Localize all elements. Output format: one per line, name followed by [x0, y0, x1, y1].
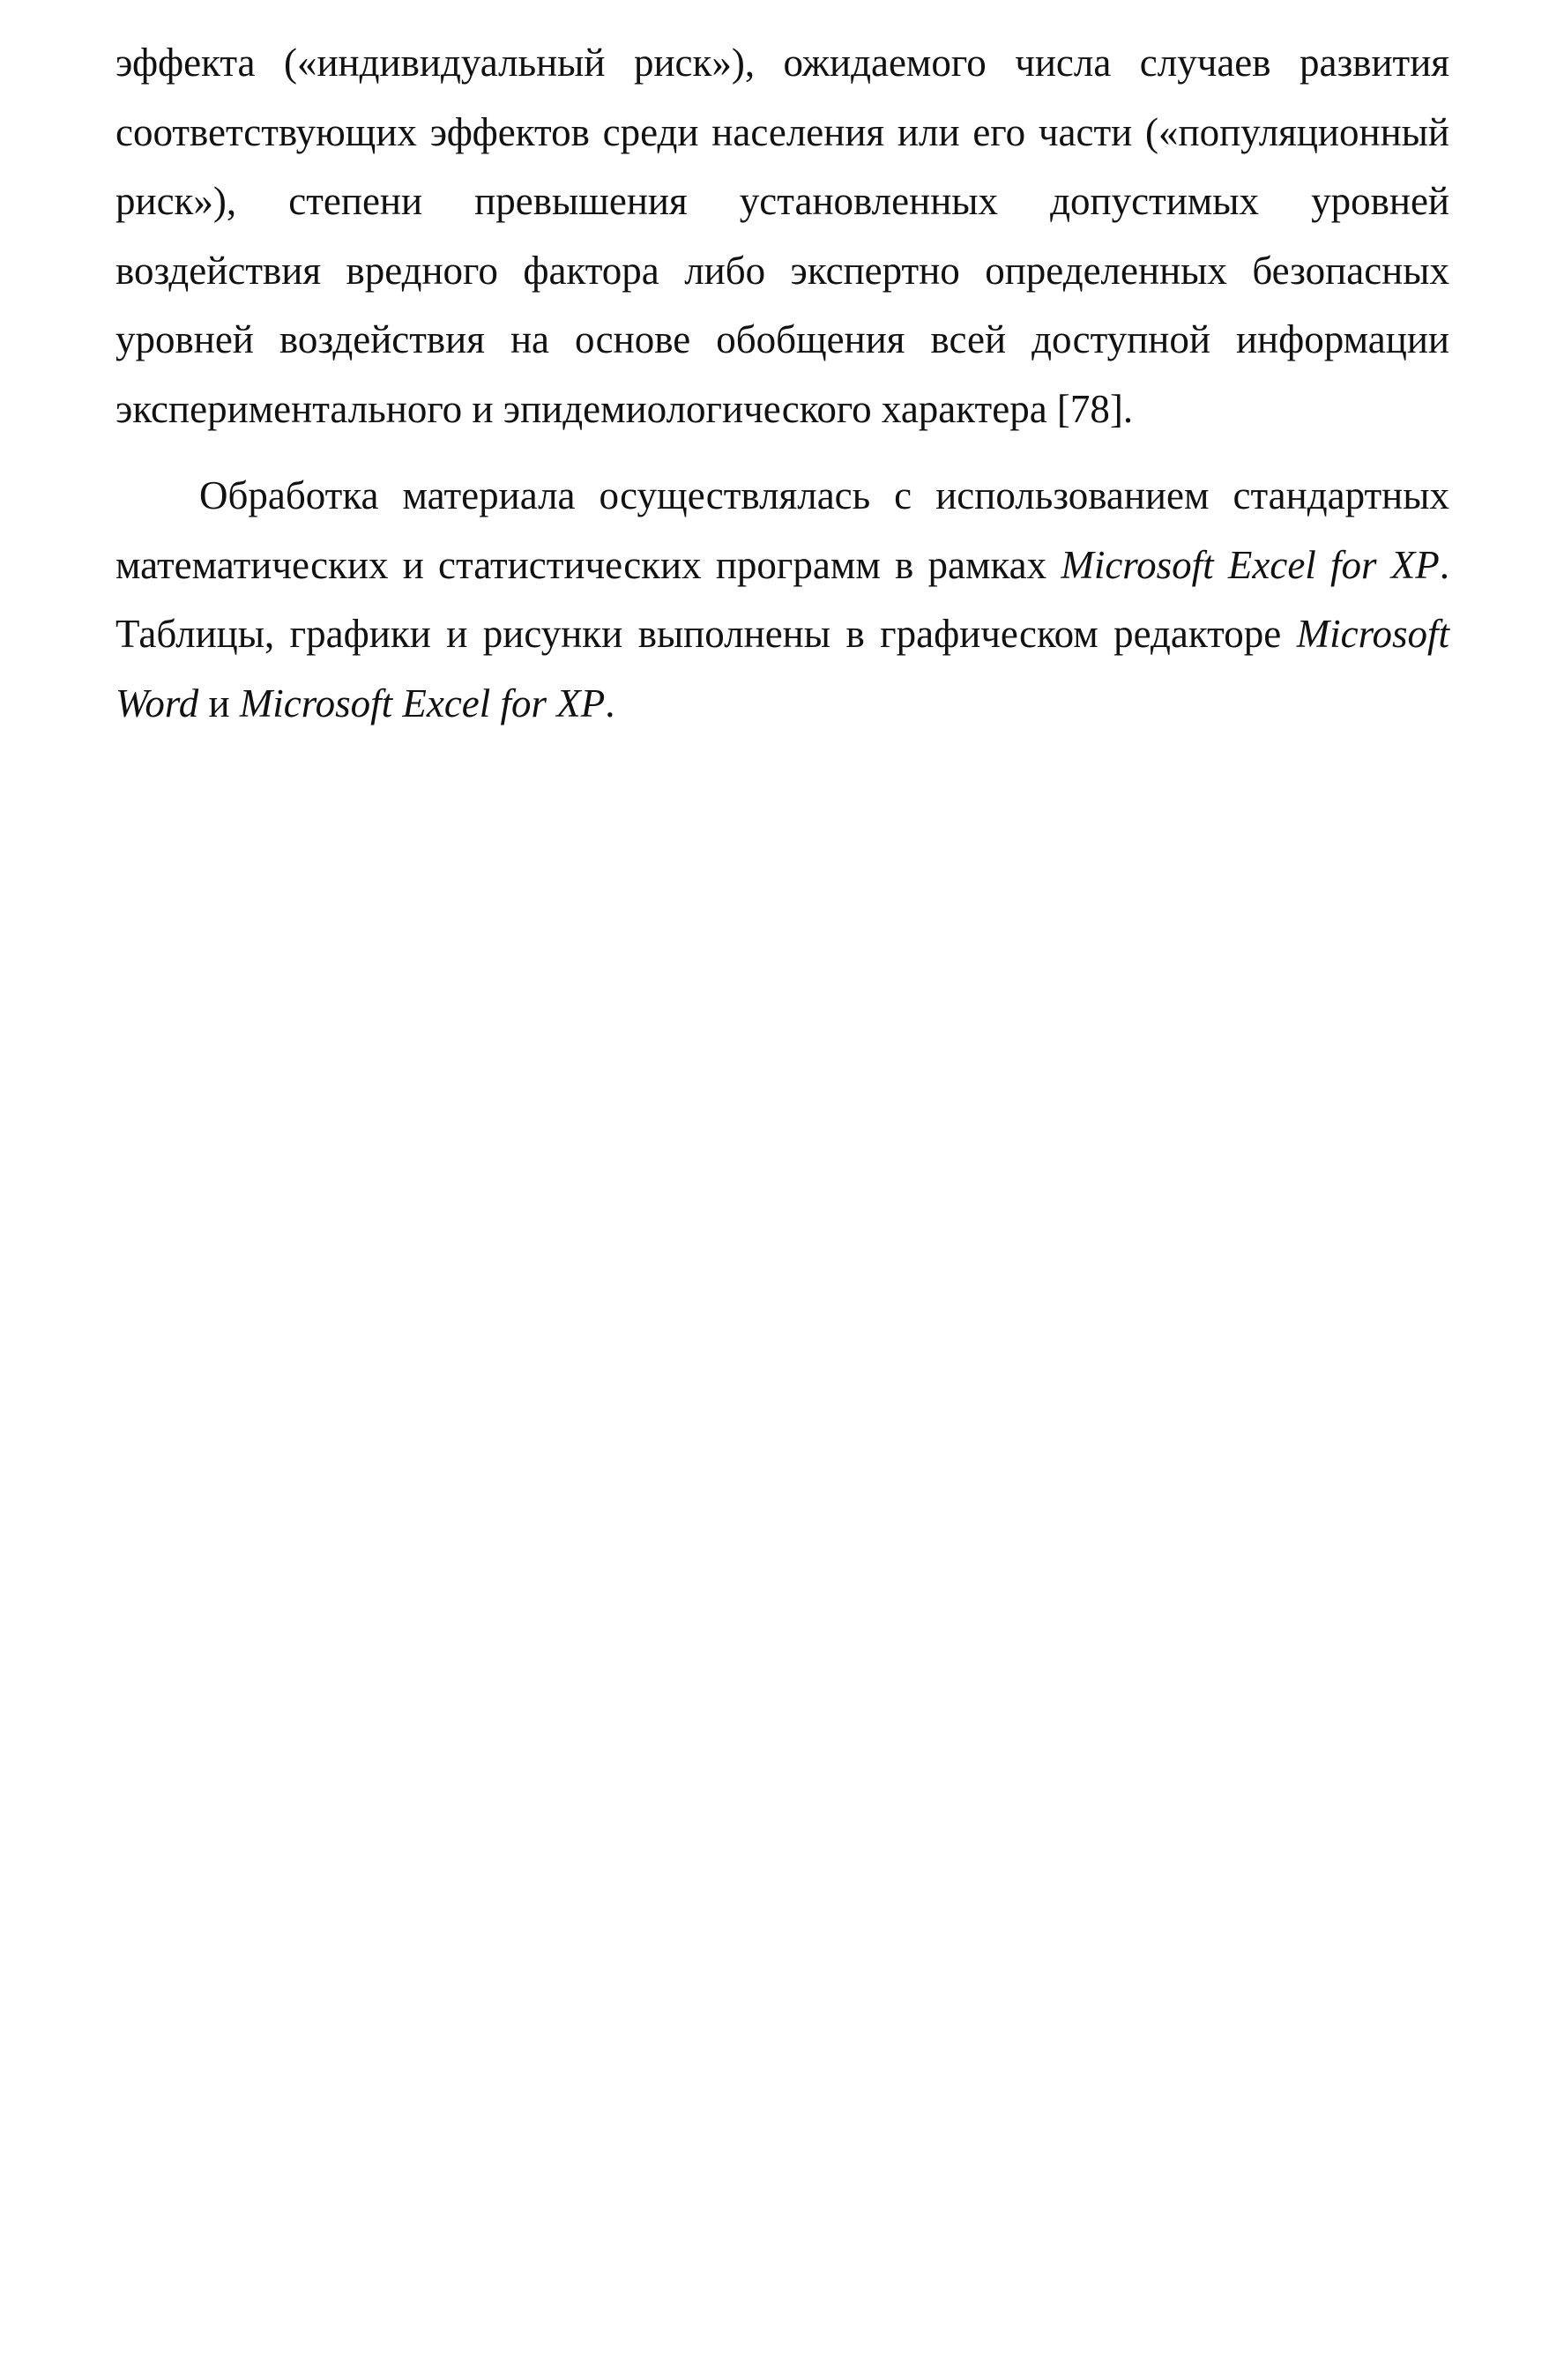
text-line — [115, 669, 1449, 739]
text-line: соответствующих эффектов среди населения или его части («популяционный — [115, 109, 1449, 154]
text-segment: . — [605, 681, 615, 725]
text-segment: и — [198, 681, 240, 725]
text-line — [115, 599, 1449, 669]
paragraph-gap — [115, 443, 1449, 461]
text-line: Обработка материала осуществлялась с использованием стандартных — [199, 473, 1449, 517]
text-line: эффекта («индивидуальный риск»), ожидаемого числа случаев развития — [115, 41, 1449, 85]
text-segment: . — [1439, 542, 1449, 587]
body-text — [115, 28, 1449, 738]
software-name: Microsoft Excel for XP — [1061, 542, 1440, 587]
text-line — [115, 531, 1449, 600]
software-name: Microsoft Excel for XP — [239, 681, 606, 725]
text-line: экспериментального и эпидемиологического характера [78]. — [115, 386, 1134, 431]
text-segment: Таблицы, графики и рисунки выполнены в графическом редакторе — [115, 612, 1297, 656]
text-line: воздействия вредного фактора либо экспертно определенных безопасных — [115, 248, 1449, 293]
paragraph-risk-assessment — [115, 28, 1449, 443]
text-line: риск»), степени превышения установленных допустимых уровней — [115, 179, 1449, 223]
software-name: Word — [115, 681, 199, 725]
text-segment: математических и статистических программ в рамках — [115, 542, 1061, 587]
text-line: уровней воздействия на основе обобщения всей доступной информации — [115, 317, 1449, 361]
software-name: Microsoft — [1296, 612, 1449, 656]
paragraph-data-processing — [115, 461, 1449, 738]
